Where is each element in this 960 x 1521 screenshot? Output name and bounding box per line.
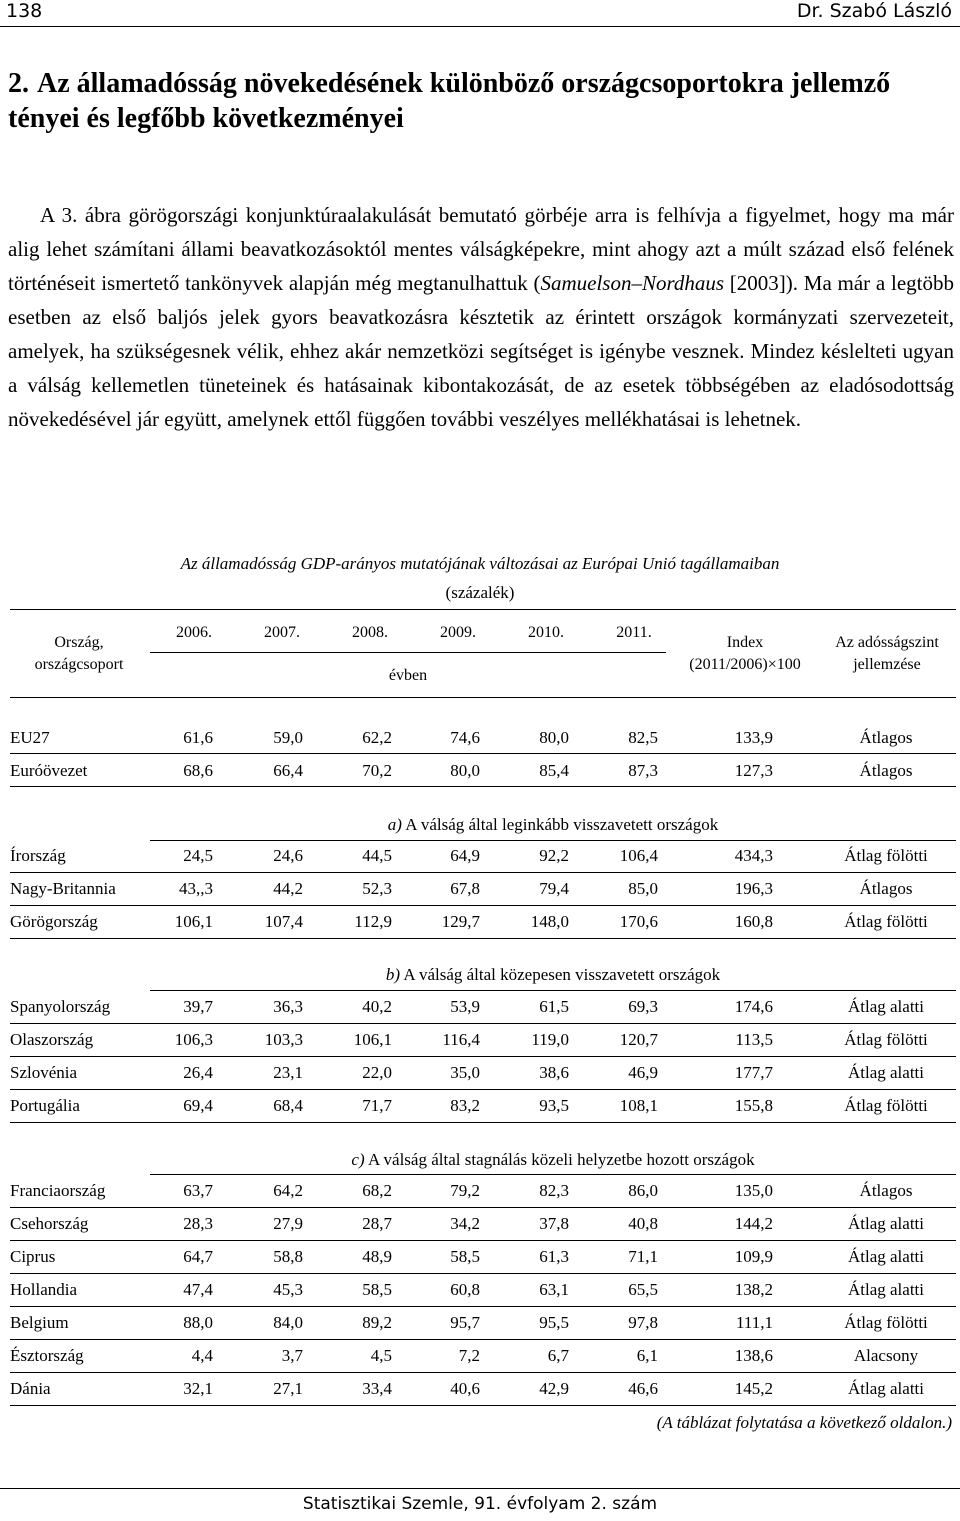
value-2008: 44,5	[362, 846, 392, 865]
value-2008: 68,2	[362, 1181, 392, 1200]
characterization-cell: Alacsony	[853, 1346, 919, 1365]
value-2011: 82,5	[628, 728, 658, 747]
value-2011: 106,4	[619, 846, 658, 865]
value-2006: 63,7	[183, 1181, 213, 1200]
index-cell: 138,6	[734, 1346, 773, 1365]
header-characterization: Az adósságszint jellemzése	[835, 634, 939, 673]
characterization-cell: Átlag alatti	[847, 1280, 924, 1299]
value-2007: 64,2	[273, 1181, 303, 1200]
value-2011: 46,6	[628, 1379, 658, 1398]
country-cell: Hollandia	[10, 1280, 78, 1299]
characterization-cell: Átlag alatti	[847, 1247, 924, 1266]
value-2006: 106,1	[174, 912, 213, 931]
value-2010: 79,4	[539, 879, 569, 898]
value-2008: 62,2	[362, 728, 392, 747]
value-2010: 63,1	[539, 1280, 569, 1299]
value-2008: 71,7	[362, 1096, 392, 1115]
value-2011: 108,1	[619, 1096, 658, 1115]
header-year-2010: 2010.	[528, 624, 564, 641]
value-2007: 27,9	[273, 1214, 303, 1233]
value-2007: 58,8	[273, 1247, 303, 1266]
index-cell: 174,6	[734, 997, 773, 1016]
index-cell: 155,8	[734, 1096, 773, 1115]
value-2010: 93,5	[539, 1096, 569, 1115]
header-bottom-rule	[10, 697, 956, 698]
value-2007: 27,1	[273, 1379, 303, 1398]
value-2010: 85,4	[539, 761, 569, 780]
header-year-2011: 2011.	[616, 624, 652, 641]
footer-rule	[0, 1488, 960, 1489]
value-2006: 69,4	[183, 1096, 213, 1115]
section-heading	[8, 66, 948, 136]
index-cell: 127,3	[734, 761, 773, 780]
characterization-cell: Átlagos	[859, 728, 913, 747]
value-2006: 43,,3	[179, 879, 213, 898]
value-2011: 85,0	[628, 879, 658, 898]
country-cell: Portugália	[10, 1096, 80, 1115]
value-2009: 95,7	[450, 1313, 480, 1332]
value-2009: 34,2	[450, 1214, 480, 1233]
paragraph-part-1: A 3. ábra görögországi konjunktúraalakulását bemutató görbéje arra is felhívja a figyelmet, hogy ma már alig lehet számítani állami beavatkozásoktól mentes válságképekre, mint ahogy azt a múlt század első felének történéseit ismertető tankönyvek alapján még megtanulhattuk (	[8, 203, 954, 295]
value-2006: 106,3	[174, 1030, 213, 1049]
value-2010: 82,3	[539, 1181, 569, 1200]
value-2009: 40,6	[450, 1379, 480, 1398]
index-cell: 177,7	[734, 1063, 773, 1082]
characterization-cell: Átlag alatti	[847, 1214, 924, 1233]
index-cell: 133,9	[734, 728, 773, 747]
group-a-title: a) A válság által leginkább visszavetett országok	[387, 815, 719, 834]
index-cell: 144,2	[734, 1214, 773, 1233]
value-2010: 148,0	[530, 912, 569, 931]
characterization-cell: Átlag alatti	[847, 1063, 924, 1082]
value-2008: 48,9	[362, 1247, 392, 1266]
value-2008: 106,1	[353, 1030, 392, 1049]
country-cell: Csehország	[10, 1214, 89, 1233]
index-cell: 160,8	[734, 912, 773, 931]
header-year-2008: 2008.	[352, 624, 388, 641]
value-2006: 32,1	[183, 1379, 213, 1398]
value-2008: 70,2	[362, 761, 392, 780]
value-2011: 87,3	[628, 761, 658, 780]
value-2007: 107,4	[264, 912, 303, 931]
value-2008: 28,7	[362, 1214, 392, 1233]
value-2010: 80,0	[539, 728, 569, 747]
characterization-cell: Átlag fölötti	[844, 912, 928, 931]
value-2009: 80,0	[450, 761, 480, 780]
index-cell: 434,3	[734, 846, 773, 865]
value-2009: 79,2	[450, 1181, 480, 1200]
table-row	[0, 1339, 960, 1372]
value-2008: 52,3	[362, 879, 392, 898]
characterization-cell: Átlag fölötti	[844, 846, 928, 865]
country-cell: Dánia	[10, 1379, 51, 1398]
value-2007: 45,3	[273, 1280, 303, 1299]
value-2011: 120,7	[619, 1030, 658, 1049]
characterization-cell: Átlag fölötti	[844, 1096, 928, 1115]
value-2006: 26,4	[183, 1063, 213, 1082]
table-row	[0, 1056, 960, 1089]
value-2009: 58,5	[450, 1247, 480, 1266]
country-cell: Írország	[10, 846, 66, 865]
journal-footer: Statisztikai Szemle, 91. évfolyam 2. szám	[302, 1494, 658, 1514]
table-caption	[0, 549, 960, 607]
index-cell: 135,0	[734, 1181, 773, 1200]
value-2007: 24,6	[273, 846, 303, 865]
greece-rule	[10, 938, 956, 939]
value-2007: 23,1	[273, 1063, 303, 1082]
group-c-title: c) A válság által stagnálás közeli helyzetbe hozott országok	[351, 1150, 755, 1169]
page-number: 138	[6, 0, 43, 22]
value-2007: 84,0	[273, 1313, 303, 1332]
value-2007: 44,2	[273, 879, 303, 898]
index-cell: 196,3	[734, 879, 773, 898]
value-2008: 89,2	[362, 1313, 392, 1332]
table-row	[0, 990, 960, 1023]
table-row	[0, 754, 960, 787]
value-2007: 68,4	[273, 1096, 303, 1115]
header-index: Index (2011/2006)×100	[689, 634, 801, 673]
country-cell: Észtország	[10, 1346, 84, 1365]
value-2010: 95,5	[539, 1313, 569, 1332]
table-row	[0, 872, 960, 905]
body-text	[8, 198, 954, 436]
header-year-2009: 2009.	[440, 624, 476, 641]
group-b-title: b) A válság által közepesen visszavetett országok	[385, 965, 721, 984]
value-2009: 60,8	[450, 1280, 480, 1299]
table-row	[0, 1174, 960, 1207]
value-2009: 83,2	[450, 1096, 480, 1115]
value-2007: 59,0	[273, 728, 303, 747]
index-cell: 138,2	[734, 1280, 773, 1299]
value-2007: 36,3	[273, 997, 303, 1016]
value-2010: 42,9	[539, 1379, 569, 1398]
value-2011: 46,9	[628, 1063, 658, 1082]
table-row	[0, 839, 960, 872]
value-2010: 61,5	[539, 997, 569, 1016]
value-2006: 24,5	[183, 846, 213, 865]
country-cell: Franciaország	[10, 1181, 106, 1200]
characterization-cell: Átlag alatti	[847, 997, 924, 1016]
index-cell: 109,9	[734, 1247, 773, 1266]
value-2010: 92,2	[539, 846, 569, 865]
country-cell: EU27	[10, 728, 50, 747]
value-2011: 69,3	[628, 997, 658, 1016]
value-2009: 35,0	[450, 1063, 480, 1082]
value-2010: 119,0	[531, 1030, 569, 1049]
country-cell: Ciprus	[10, 1247, 56, 1266]
value-2009: 74,6	[450, 728, 480, 747]
characterization-cell: Átlagos	[859, 879, 913, 898]
denmark-rule	[10, 1405, 956, 1406]
table-title: Az államadósság GDP-arányos mutatójának változásai az Európai Unió tagállamaiban	[180, 554, 780, 573]
country-cell: Görögország	[10, 912, 98, 931]
index-cell: 113,5	[735, 1030, 773, 1049]
value-2011: 71,1	[628, 1247, 658, 1266]
value-2009: 7,2	[458, 1346, 480, 1365]
table-row	[0, 1023, 960, 1056]
value-2007: 103,3	[264, 1030, 303, 1049]
header-country: Ország, országcsoport	[34, 634, 124, 673]
characterization-cell: Átlag fölötti	[844, 1030, 928, 1049]
value-2006: 28,3	[183, 1214, 213, 1233]
index-cell: 111,1	[736, 1313, 773, 1332]
characterization-cell: Átlagos	[859, 761, 913, 780]
value-2011: 86,0	[628, 1181, 658, 1200]
value-2006: 47,4	[183, 1280, 213, 1299]
value-2009: 67,8	[450, 879, 480, 898]
country-cell: Olaszország	[10, 1030, 94, 1049]
value-2008: 40,2	[362, 997, 392, 1016]
value-2009: 53,9	[450, 997, 480, 1016]
header-year-2006: 2006.	[176, 624, 212, 641]
value-2011: 6,1	[636, 1346, 658, 1365]
country-cell: Euróövezet	[10, 761, 88, 780]
author-name: Dr. Szabó László	[796, 0, 952, 22]
paragraph-part-2: [2003]). Ma már a legtöbb esetben az első baljós jelek gyors beavatkozásra késztetik az érintett országok kormányzati szervezeteit, amelyek, ha szükségesnek vélik, ehhez akár nemzetközi segítséget is igénybe vesznek. Mindez késlelteti ugyan a válság kellemetlen tüneteinek és hatásainak kibontakozását, de az esetek többségében az eladósodottság növekedésével jár együtt, amelynek ettől függően további veszélyes mellékhatásai is lehetnek.	[8, 271, 954, 431]
value-2011: 97,8	[628, 1313, 658, 1332]
header-year-2007: 2007.	[264, 624, 300, 641]
value-2007: 66,4	[273, 761, 303, 780]
value-2006: 4,4	[191, 1346, 213, 1365]
value-2007: 3,7	[281, 1346, 303, 1365]
index-cell: 145,2	[734, 1379, 773, 1398]
header-rule	[0, 26, 960, 27]
value-2008: 33,4	[362, 1379, 392, 1398]
value-2010: 38,6	[539, 1063, 569, 1082]
value-2006: 39,7	[183, 997, 213, 1016]
paragraph	[8, 198, 954, 436]
portugal-rule	[10, 1122, 956, 1123]
section-title: Az államadósság növekedésének különböző országcsoportokra jellemző tényei és legfőbb következményei	[8, 68, 891, 134]
characterization-cell: Átlag fölötti	[844, 1313, 928, 1332]
country-cell: Szlovénia	[10, 1063, 78, 1082]
table-row	[0, 1372, 960, 1405]
value-2006: 64,7	[183, 1247, 213, 1266]
value-2008: 58,5	[362, 1280, 392, 1299]
characterization-cell: Átlag alatti	[847, 1379, 924, 1398]
table-row	[0, 1306, 960, 1339]
table-row	[0, 1273, 960, 1306]
value-2009: 129,7	[441, 912, 480, 931]
table-row	[0, 1207, 960, 1240]
value-2011: 170,6	[619, 912, 658, 931]
value-2009: 64,9	[450, 846, 480, 865]
value-2006: 68,6	[183, 761, 213, 780]
value-2008: 112,9	[354, 912, 392, 931]
value-2010: 61,3	[539, 1247, 569, 1266]
table-unit: (százalék)	[445, 583, 515, 602]
value-2010: 37,8	[539, 1214, 569, 1233]
table-row	[0, 1240, 960, 1273]
value-2006: 61,6	[183, 728, 213, 747]
running-header	[0, 0, 960, 26]
section-number: 2.	[8, 68, 29, 99]
header-year-unit: évben	[388, 667, 428, 684]
country-cell: Spanyolország	[10, 997, 111, 1016]
value-2008: 4,5	[370, 1346, 392, 1365]
table-continued-note: (A táblázat folytatása a következő oldalon.)	[656, 1413, 952, 1432]
table-row	[0, 905, 960, 938]
characterization-cell: Átlagos	[859, 1181, 913, 1200]
table-row	[0, 1089, 960, 1122]
value-2009: 116,4	[442, 1030, 480, 1049]
value-2011: 40,8	[628, 1214, 658, 1233]
country-cell: Belgium	[10, 1313, 69, 1332]
value-2008: 22,0	[362, 1063, 392, 1082]
value-2011: 65,5	[628, 1280, 658, 1299]
table-row	[0, 721, 960, 754]
citation: Samuelson–Nordhaus	[540, 271, 725, 295]
table-top-rule	[10, 609, 956, 610]
value-2006: 88,0	[183, 1313, 213, 1332]
value-2010: 6,7	[547, 1346, 569, 1365]
country-cell: Nagy-Britannia	[10, 879, 116, 898]
years-underline	[150, 652, 666, 653]
